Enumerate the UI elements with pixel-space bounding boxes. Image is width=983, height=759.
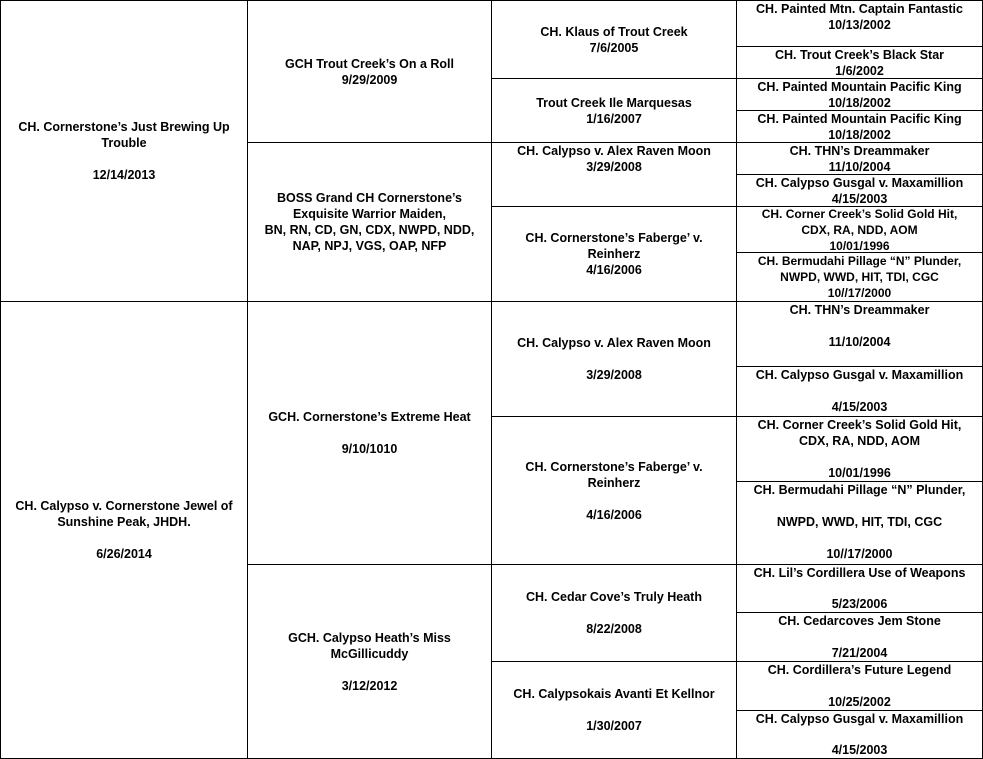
sire-name-line1: CH. Calypso v. Cornerstone Jewel of xyxy=(15,499,233,513)
gen3-c-date: 3/29/2008 xyxy=(586,160,642,174)
gen4-l-name-line2: NWPD, WWD, HIT, TDI, CGC xyxy=(776,515,943,529)
gen2-d-name-line1: GCH. Calypso Heath’s Miss xyxy=(288,630,451,645)
gen4-cell-e xyxy=(736,142,983,175)
gen4-cell-i xyxy=(736,301,983,367)
gen4-n-date: 7/21/2004 xyxy=(831,646,888,660)
gen4-cell-a xyxy=(736,0,983,47)
gen2-b-name-line1: BOSS Grand CH Cornerstone’s xyxy=(277,191,462,205)
gen3-a-name: CH. Klaus of Trout Creek xyxy=(540,24,688,39)
gen4-j-name: CH. Calypso Gusgal v. Maxamillion xyxy=(755,368,964,382)
gen4-i-date: 11/10/2004 xyxy=(828,335,891,349)
gen2-cell-d xyxy=(247,564,492,759)
gen4-g-name-line1: CH. Corner Creek’s Solid Gold Hit, xyxy=(761,206,958,221)
gen4-cell-n xyxy=(736,612,983,662)
gen3-f-date: 4/16/2006 xyxy=(586,507,642,522)
gen4-cell-m xyxy=(736,564,983,613)
dam-cell xyxy=(0,0,248,302)
gen4-h-date: 10//17/2000 xyxy=(827,286,892,300)
gen3-a-date: 7/6/2005 xyxy=(589,40,639,55)
dam-name-line1: CH. Cornerstone’s Just Brewing Up xyxy=(18,120,230,134)
gen3-cell-f xyxy=(491,416,737,565)
gen3-cell-g xyxy=(491,564,737,662)
gen4-k-date: 10/01/1996 xyxy=(828,466,891,480)
gen2-a-date: 9/29/2009 xyxy=(341,72,398,87)
gen2-cell-b xyxy=(247,142,492,302)
gen4-m-name: CH. Lil’s Cordillera Use of Weapons xyxy=(753,566,966,580)
gen3-d-name-line2: Reinherz xyxy=(587,247,641,261)
gen4-f-date: 4/15/2003 xyxy=(831,191,888,206)
gen4-cell-h xyxy=(736,252,983,302)
gen4-cell-k xyxy=(736,416,983,482)
gen4-l-name-line1: CH. Bermudahi Pillage “N” Plunder, xyxy=(753,483,966,497)
gen3-cell-d xyxy=(491,206,737,302)
gen4-o-date: 10/25/2002 xyxy=(828,695,891,709)
gen4-b-date: 1/6/2002 xyxy=(835,63,884,78)
gen4-cell-p xyxy=(736,710,983,759)
gen4-g-name-line2: CDX, RA, NDD, AOM xyxy=(801,222,918,237)
gen4-d-date: 10/18/2002 xyxy=(828,127,891,142)
gen3-e-date: 3/29/2008 xyxy=(586,368,642,382)
gen4-g-date: 10/01/1996 xyxy=(829,238,890,253)
gen4-o-name: CH. Cordillera’s Future Legend xyxy=(767,663,952,677)
gen4-f-name: CH. Calypso Gusgal v. Maxamillion xyxy=(755,175,964,190)
gen4-a-date: 10/13/2002 xyxy=(828,18,891,32)
gen4-cell-j xyxy=(736,366,983,417)
gen3-g-name: CH. Cedar Cove’s Truly Heath xyxy=(526,590,702,604)
gen4-n-name: CH. Cedarcoves Jem Stone xyxy=(778,614,941,628)
gen3-d-name-line1: CH. Cornerstone’s Faberge’ v. xyxy=(525,231,703,245)
gen3-h-name: CH. Calypsokais Avanti Et Kellnor xyxy=(513,687,715,701)
gen4-d-name: CH. Painted Mountain Pacific King xyxy=(757,111,962,126)
gen3-cell-h xyxy=(491,661,737,759)
gen4-e-name: CH. THN’s Dreammaker xyxy=(789,143,930,158)
gen4-k-name-line2: CDX, RA, NDD, AOM xyxy=(798,434,921,448)
gen4-b-name: CH. Trout Creek’s Black Star xyxy=(774,47,945,62)
dam-name-line2: Trouble xyxy=(101,136,147,150)
gen2-b-titles-line2: NAP, NPJ, VGS, OAP, NFP xyxy=(292,239,447,253)
gen4-cell-c xyxy=(736,78,983,111)
gen4-h-name-line1: CH. Bermudahi Pillage “N” Plunder, xyxy=(757,254,962,268)
gen4-i-name: CH. THN’s Dreammaker xyxy=(789,303,930,317)
gen4-j-date: 4/15/2003 xyxy=(831,400,888,414)
gen2-cell-a xyxy=(247,0,492,143)
gen3-c-name: CH. Calypso v. Alex Raven Moon xyxy=(517,144,711,158)
gen4-c-name: CH. Painted Mountain Pacific King xyxy=(757,79,962,94)
gen2-a-name: GCH Trout Creek’s On a Roll xyxy=(284,56,454,71)
gen4-m-date: 5/23/2006 xyxy=(831,597,888,611)
gen4-cell-l xyxy=(736,481,983,565)
gen4-cell-b xyxy=(736,46,983,79)
gen4-p-name: CH. Calypso Gusgal v. Maxamillion xyxy=(755,712,964,726)
gen4-h-name-line2: NWPD, WWD, HIT, TDI, CGC xyxy=(780,270,939,284)
gen3-f-name-line1: CH. Cornerstone’s Faberge’ v. xyxy=(525,459,703,474)
gen3-g-date: 8/22/2008 xyxy=(586,622,642,636)
gen3-cell-a xyxy=(491,0,737,79)
gen4-c-date: 10/18/2002 xyxy=(828,95,891,110)
gen3-cell-c xyxy=(491,142,737,207)
gen3-b-date: 1/16/2007 xyxy=(586,111,642,126)
gen4-p-date: 4/15/2003 xyxy=(831,743,888,757)
gen2-cell-c xyxy=(247,301,492,565)
gen2-c-name: GCH. Cornerstone’s Extreme Heat xyxy=(268,410,471,424)
gen4-k-name-line1: CH. Corner Creek’s Solid Gold Hit, xyxy=(757,418,962,432)
gen3-b-name: Trout Creek Ile Marquesas xyxy=(536,95,692,110)
gen3-f-name-line2: Reinherz xyxy=(587,475,641,490)
sire-name-line2: Sunshine Peak, JHDH. xyxy=(57,515,191,529)
gen3-cell-b xyxy=(491,78,737,143)
gen4-l-date: 10//17/2000 xyxy=(826,547,893,561)
gen4-cell-f xyxy=(736,174,983,207)
gen3-cell-e xyxy=(491,301,737,417)
gen3-e-name: CH. Calypso v. Alex Raven Moon xyxy=(517,336,711,350)
gen2-d-date: 3/12/2012 xyxy=(341,678,398,693)
gen3-h-date: 1/30/2007 xyxy=(586,719,642,733)
gen4-e-date: 11/10/2004 xyxy=(828,159,891,174)
gen3-d-date: 4/16/2006 xyxy=(586,263,642,277)
gen4-cell-d xyxy=(736,110,983,143)
gen4-a-name: CH. Painted Mtn. Captain Fantastic xyxy=(756,2,963,16)
gen2-d-name-line2: McGillicuddy xyxy=(330,646,409,661)
sire-birthdate: 6/26/2014 xyxy=(96,547,152,561)
sire-cell xyxy=(0,301,248,759)
gen2-b-name-line2: Exquisite Warrior Maiden, xyxy=(292,207,447,221)
gen2-b-titles-line1: BN, RN, CD, GN, CDX, NWPD, NDD, xyxy=(264,223,475,237)
gen4-cell-o xyxy=(736,661,983,711)
dam-birthdate: 12/14/2013 xyxy=(92,168,156,182)
gen2-c-date: 9/10/1010 xyxy=(341,442,398,456)
gen4-cell-g xyxy=(736,206,983,253)
